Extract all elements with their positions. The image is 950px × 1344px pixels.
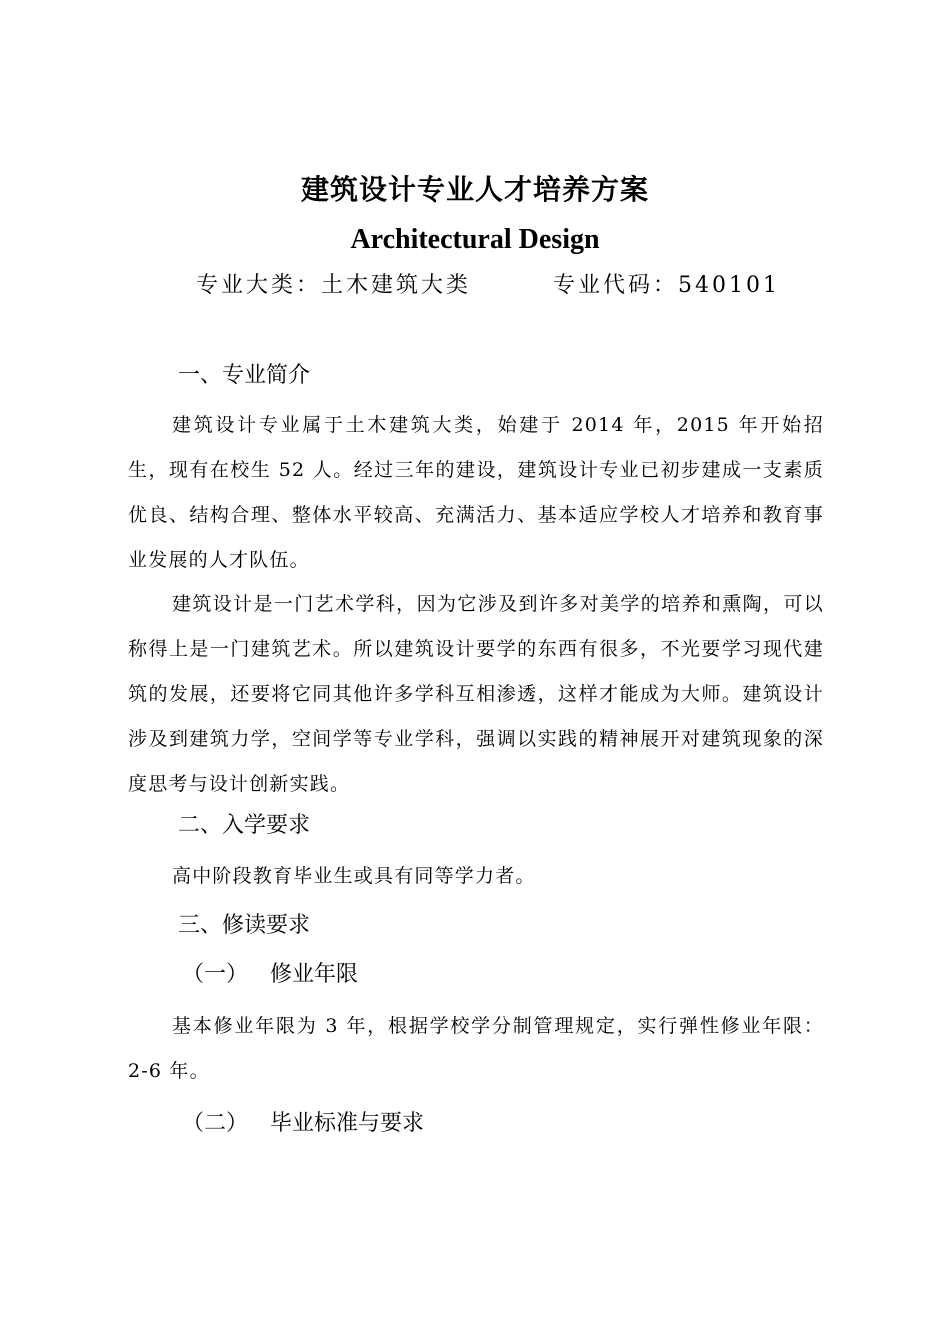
sub-heading-number: （一）: [182, 962, 249, 987]
intro-paragraph-1: 建筑设计专业属于土木建筑大类，始建于 2014 年，2015 年开始招生，现有在校生 52 人。经过三年的建设，建筑设计专业已初步建成一支素质优良、结构合理、整体水平较高、充满活力、基本适应学校人才培养和教育事业发展的人才队伍。: [128, 414, 824, 571]
duration-paragraph: 基本修业年限为 3 年，根据学校学分制管理规定，实行弹性修业年限：2-6 年。: [128, 1015, 824, 1082]
sub-heading-graduation: [182, 1107, 424, 1141]
section-heading-admission: 二、入学要求: [178, 813, 311, 838]
document-title-chinese: 建筑设计专业人才培养方案: [300, 173, 649, 206]
section-heading-study: 三、修读要求: [178, 913, 311, 938]
sub-heading-number: （二）: [182, 1111, 249, 1136]
sub-heading-duration: [182, 958, 358, 992]
document-title-english: Architectural Design: [350, 224, 600, 255]
section-heading-intro: 一、专业简介: [178, 363, 311, 388]
admission-paragraph: 高中阶段教育毕业生或具有同等学力者。: [172, 865, 536, 887]
major-category: 专业大类：土木建筑大类: [196, 273, 472, 298]
sub-heading-title: 修业年限: [270, 962, 359, 987]
intro-paragraph-2: 建筑设计是一门艺术学科，因为它涉及到许多对美学的培养和熏陶，可以称得上是一门建筑艺术。所以建筑设计要学的东西有很多，不光要学习现代建筑的发展，还要将它同其他许多学科互相渗透，这样才能成为大师。建筑设计涉及到建筑力学，空间学等专业学科，强调以实践的精神展开对建筑现象的深度思考与设计创新实践。: [128, 593, 824, 795]
major-code: 专业代码：540101: [553, 273, 780, 298]
sub-heading-title: 毕业标准与要求: [270, 1111, 425, 1136]
